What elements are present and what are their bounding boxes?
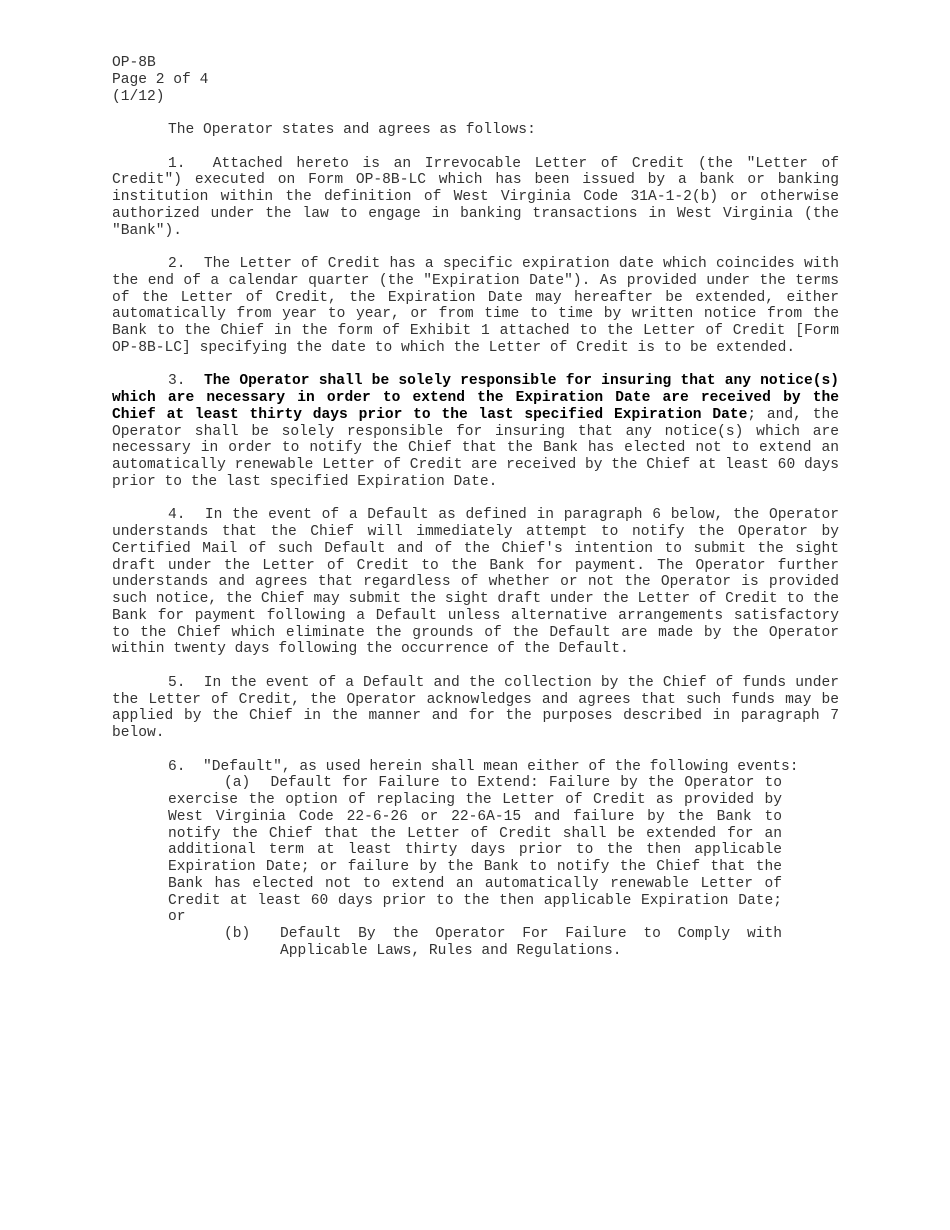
paragraph-5-text: In the event of a Default and the collection by the Chief of funds under the Letter of Credit, the Operator acknowledges and agrees that such funds may be applied by the Chief in the manner and for the purposes described in paragraph 7 below. <box>112 674 840 741</box>
default-item-b-label: (b) <box>224 926 251 942</box>
paragraph-5-number: 5. <box>168 674 186 691</box>
paragraph-6-number: 6. <box>168 758 186 775</box>
paragraph-2-text: The Letter of Credit has a specific expiration date which coincides with the end of a calendar quarter (the "Expiration Date"). As provided under the terms of the Letter of Credit, the Expiration Date may hereafter be extended, either automatically from year to year, or from time to time by written notice from the Bank to the Chief in the form of Exhibit 1 attached to the Letter of Credit [Form OP-8B-LC] specifying the date to which the Letter of Credit is to be extended. <box>112 256 840 356</box>
paragraph-4 <box>112 507 839 658</box>
paragraph-4-text: In the event of a Default as defined in paragraph 6 below, the Operator understands that the Chief will immediately attempt to notify the Operator by Certified Mail of such Default and of the Chief's intention to submit the sight draft under the Letter of Credit to the Bank for payment. The Operator further understands and agrees that regardless of whether or not the Operator is provided such notice, the Chief may submit the sight draft under the Letter of Credit to the Bank for payment following a Default unless alternative arrangements satisfactory to the Chief which eliminate the grounds of the Default are made by the Operator within twenty days following the occurrence of the Default. <box>112 507 839 658</box>
paragraph-5 <box>112 675 839 742</box>
paragraph-6-lead <box>168 759 839 776</box>
paragraph-1 <box>112 156 839 240</box>
paragraph-3-text: ; and, the Operator shall be solely responsible for insuring that any notice(s) which are necessary in order to notify the Chief that the Bank has elected not to extend an automatically renewable Letter of Credit are received by the Chief at least 60 days prior to the last specified Expiration Date. <box>112 406 839 490</box>
paragraph-1-number: 1. <box>168 155 186 172</box>
default-item-a <box>168 775 782 926</box>
paragraph-3 <box>112 373 839 490</box>
default-item-b-text: Default By the Operator For Failure to Comply with Applicable Laws, Rules and Regulations. <box>280 926 782 959</box>
paragraph-3-number: 3. <box>168 373 186 390</box>
paragraph-4-number: 4. <box>168 507 186 524</box>
paragraph-6-text: "Default", as used herein shall mean either of the following events: <box>203 758 799 775</box>
default-item-a-label: (a) <box>224 775 251 792</box>
form-number: OP-8B <box>112 55 156 71</box>
paragraph-1-text: Attached hereto is an Irrevocable Letter of Credit (the "Letter of Credit") executed on Form OP-8B-LC which has been issued by a bank or banking institution within the definition of West Virginia Code 31A-1-2(b) or otherwise authorized under the law to engage in banking transactions in West Virginia (the "Bank"). <box>112 155 840 239</box>
page-header <box>112 55 839 105</box>
default-item-a-text: Default for Failure to Extend: Failure by the Operator to exercise the option of replacing the Letter of Credit as provided by West Virginia Code 22-6-26 or 22-6A-15 and failure by the Bank to notify the Chief that the Letter of Credit shall be extended for an additional term at least thirty days prior to the then applicable Expiration Date; or failure by the Bank to notify the Chief that the Bank has elected not to extend an automatically renewable Letter of Credit at least 60 days prior to the then applicable Expiration Date; or <box>168 775 783 926</box>
default-item-b <box>168 926 782 960</box>
revision-date: (1/12) <box>112 88 165 105</box>
intro-statement: The Operator states and agrees as follows: <box>168 122 536 138</box>
paragraph-6 <box>112 759 839 960</box>
document-page <box>112 55 839 960</box>
paragraph-2-number: 2. <box>168 256 186 272</box>
page-number: Page 2 of 4 <box>112 71 209 88</box>
paragraph-3-bold-text: The Operator shall be solely responsible for insuring that any notice(s) which are necessary in order to extend the Expiration Date are received by the Chief at least thirty days prior to the last specified Expiration Date <box>112 373 839 423</box>
paragraph-2 <box>112 256 839 357</box>
